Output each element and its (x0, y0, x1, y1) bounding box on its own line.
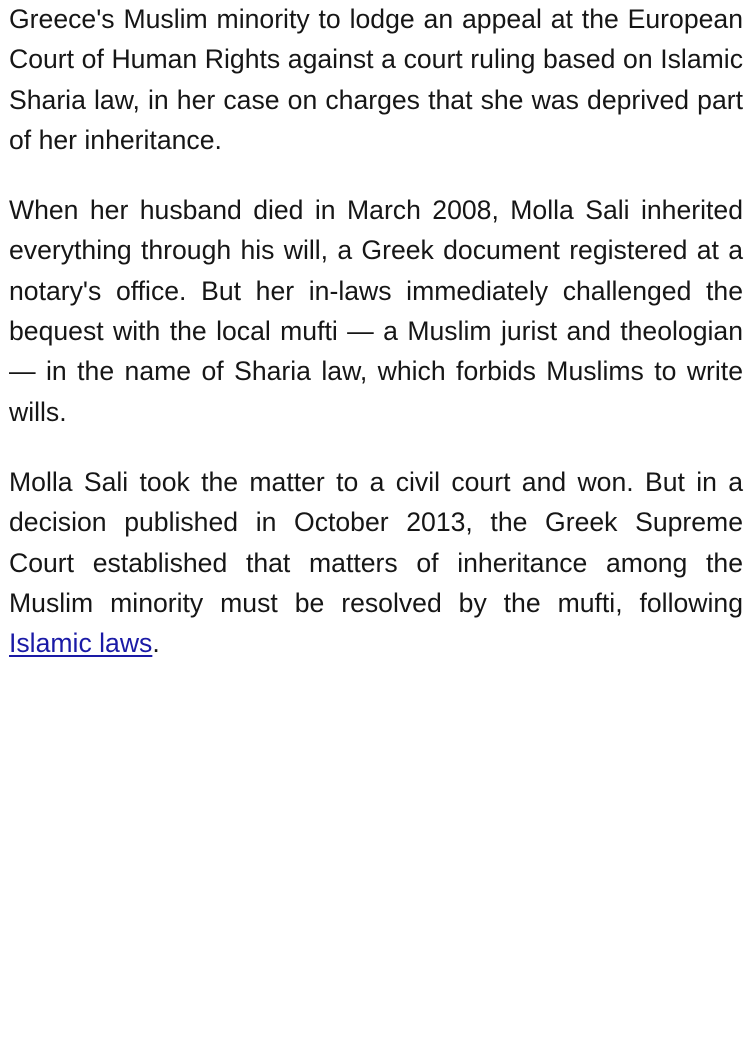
paragraph-2: When her husband died in March 2008, Molla Sali inherited everything through his will, a Greek document registered at a notary's office. But her in-laws immediately challenged the bequest with the local mufti — a Muslim jurist and theologian — in the name of Sharia law, which forbids Muslims to write wills. (9, 195, 743, 427)
paragraph-3 (9, 462, 743, 663)
paragraph-3-text: Molla Sali took the matter to a civil court and won. But in a decision published in October 2013, the Greek Supreme Court established that matters of inheritance among the Muslim minority must be resolved by the mufti, following (9, 466, 743, 618)
paragraph-3-end: . (152, 628, 160, 659)
article-body (9, 0, 743, 693)
islamic-laws-link[interactable]: Islamic laws (9, 628, 153, 659)
paragraph-1: Greece's Muslim minority to lodge an appeal at the European Court of Human Rights against a court ruling based on Islamic Sharia law, in her case on charges that she was deprived part of her inheritance. (9, 4, 743, 155)
